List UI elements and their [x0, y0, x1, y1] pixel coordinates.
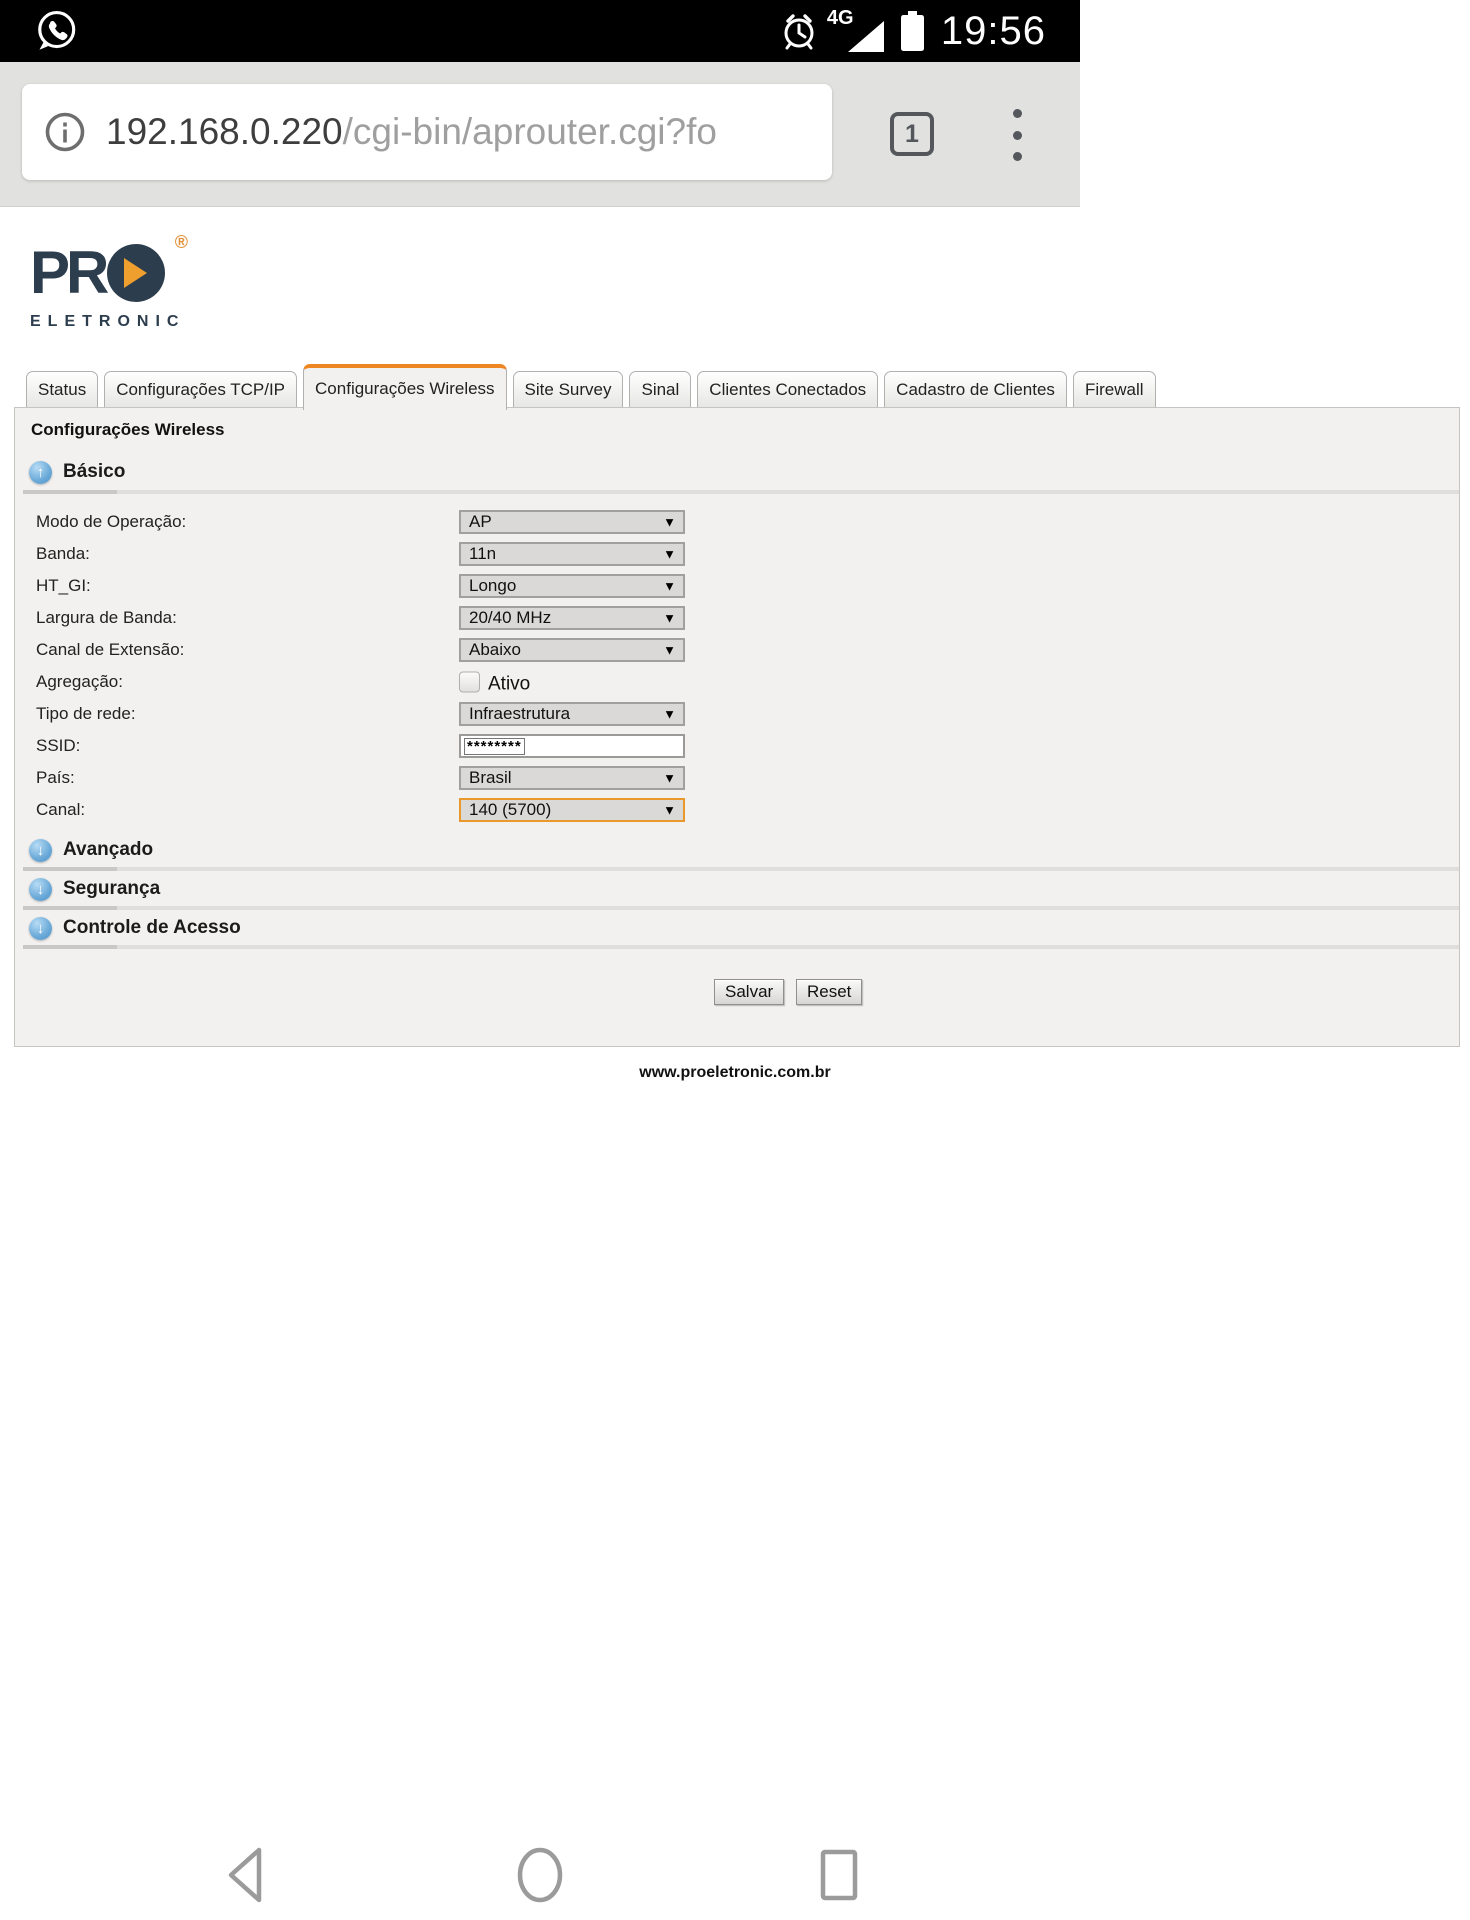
tab-label: Firewall [1084, 380, 1144, 399]
battery-icon [900, 11, 925, 51]
settings-panel [14, 407, 1460, 1047]
section-avancado[interactable]: ↓ Avançado [29, 838, 153, 862]
tab-label: Status [38, 380, 87, 399]
section-basico[interactable]: ↑ Básico [29, 460, 125, 484]
page-info-icon[interactable] [44, 111, 86, 153]
tab-label: Clientes Conectados [709, 380, 867, 399]
dropdown-arrow-icon: ▼ [663, 578, 676, 594]
tab-configuracoes-wireless[interactable] [303, 364, 507, 410]
field-label: Tipo de rede: [36, 704, 136, 723]
divider [23, 867, 1459, 871]
dropdown-arrow-icon: ▼ [663, 802, 676, 818]
url-path: /cgi-bin/aprouter.cgi?fo [342, 111, 717, 152]
field-label: Agregação: [36, 672, 123, 691]
tab-firewall[interactable] [1073, 371, 1156, 409]
tab-sinal[interactable] [629, 371, 691, 409]
select-value: 20/40 MHz [469, 608, 552, 627]
select-value: 140 (5700) [469, 800, 552, 819]
dropdown-arrow-icon: ▼ [663, 642, 676, 658]
form-row-largura-de-banda [15, 602, 1459, 634]
url-bar[interactable] [22, 84, 832, 180]
select-value: Infraestrutura [469, 704, 571, 723]
form-row-modo-de-operacao [15, 506, 1459, 538]
recents-button[interactable] [820, 1849, 858, 1901]
salvar-button[interactable]: Salvar [714, 979, 784, 1005]
network-type-label: 4G [826, 7, 854, 29]
expand-down-icon: ↓ [29, 839, 52, 862]
tab-label: Sinal [641, 380, 680, 399]
dropdown-arrow-icon: ▼ [663, 770, 676, 786]
form-row-pais [15, 762, 1459, 794]
divider [23, 945, 1459, 949]
ssid-input[interactable] [459, 734, 685, 758]
divider [23, 906, 1459, 910]
dropdown-arrow-icon: ▼ [663, 514, 676, 530]
dropdown-arrow-icon: ▼ [663, 610, 676, 626]
field-label: Largura de Banda: [36, 608, 177, 627]
tab-status[interactable] [26, 371, 98, 409]
pro-eletronic-logo [30, 232, 205, 331]
modo-de-operacao-select[interactable] [459, 510, 685, 534]
wireless-form [15, 506, 1459, 826]
divider [23, 490, 1459, 494]
form-row-canal-de-extensao [15, 634, 1459, 666]
url-host: 192.168.0.220 [106, 111, 343, 152]
agregacao-checkbox[interactable] [459, 672, 480, 693]
field-label: Banda: [36, 544, 90, 563]
home-button[interactable] [516, 1846, 564, 1904]
input-value: ******** [464, 738, 525, 755]
reset-button[interactable]: Reset [796, 979, 862, 1005]
banda-select[interactable] [459, 542, 685, 566]
form-actions [15, 979, 1459, 1005]
back-button[interactable] [222, 1842, 266, 1908]
tab-count: 1 [905, 119, 919, 148]
tab-switcher-button[interactable] [890, 112, 934, 156]
field-label: Modo de Operação: [36, 512, 187, 531]
form-row-ht-gi [15, 570, 1459, 602]
select-value: AP [469, 512, 492, 531]
canal-select[interactable] [459, 798, 685, 822]
panel-title: Configurações Wireless [31, 420, 225, 439]
logo-play-icon [107, 244, 165, 302]
alarm-icon [780, 8, 818, 54]
field-label: Canal: [36, 800, 86, 819]
browser-menu-button[interactable] [1012, 109, 1022, 161]
form-row-canal [15, 794, 1459, 826]
tab-label: Cadastro de Clientes [896, 380, 1055, 399]
status-bar [0, 0, 1080, 62]
largura-de-banda-select[interactable] [459, 606, 685, 630]
dropdown-arrow-icon: ▼ [663, 546, 676, 562]
form-row-banda [15, 538, 1459, 570]
select-value: Longo [469, 576, 517, 595]
section-seguranca[interactable]: ↓ Segurança [29, 877, 160, 901]
pais-select[interactable] [459, 766, 685, 790]
tab-configuracoes-tcp-ip[interactable] [104, 371, 297, 409]
canal-de-extensao-select[interactable] [459, 638, 685, 662]
tab-cadastro-de-clientes[interactable] [884, 371, 1067, 409]
browser-toolbar [0, 62, 1080, 207]
form-row-tipo-de-rede [15, 698, 1459, 730]
tab-label: Configurações Wireless [315, 379, 495, 398]
form-row-ssid [15, 730, 1459, 762]
section-controle-de-acesso[interactable]: ↓ Controle de Acesso [29, 916, 241, 940]
registered-mark: ® [174, 232, 188, 252]
clock-time: 19:56 [940, 8, 1046, 53]
select-value: Abaixo [469, 640, 521, 659]
checkbox-label: Ativo [488, 673, 531, 695]
field-label: HT_GI: [36, 576, 91, 595]
nav-tabs [26, 363, 1156, 409]
site-footer: www.proeletronic.com.br [639, 1064, 831, 1081]
tipo-de-rede-select[interactable] [459, 702, 685, 726]
url-text [106, 111, 717, 153]
dropdown-arrow-icon: ▼ [663, 706, 676, 722]
tab-clientes-conectados[interactable] [697, 371, 878, 409]
whatsapp-notification-icon [33, 8, 79, 54]
expand-down-icon: ↓ [29, 917, 52, 940]
web-page [0, 207, 1470, 1307]
field-label: Canal de Extensão: [36, 640, 185, 659]
select-value: Brasil [469, 768, 512, 787]
signal-icon [826, 7, 884, 54]
logo-brand-text: PR [30, 239, 106, 306]
form-row-agregacao [15, 666, 1459, 698]
select-value: 11n [469, 544, 497, 563]
collapse-up-icon: ↑ [29, 461, 52, 484]
field-label: SSID: [36, 736, 81, 755]
expand-down-icon: ↓ [29, 878, 52, 901]
tab-site-survey[interactable] [513, 371, 624, 409]
logo-subtitle: ELETRONIC [30, 313, 186, 330]
tab-label: Configurações TCP/IP [116, 380, 286, 399]
tab-label: Site Survey [524, 380, 612, 399]
field-label: País: [36, 768, 75, 787]
ht-gi-select[interactable] [459, 574, 685, 598]
